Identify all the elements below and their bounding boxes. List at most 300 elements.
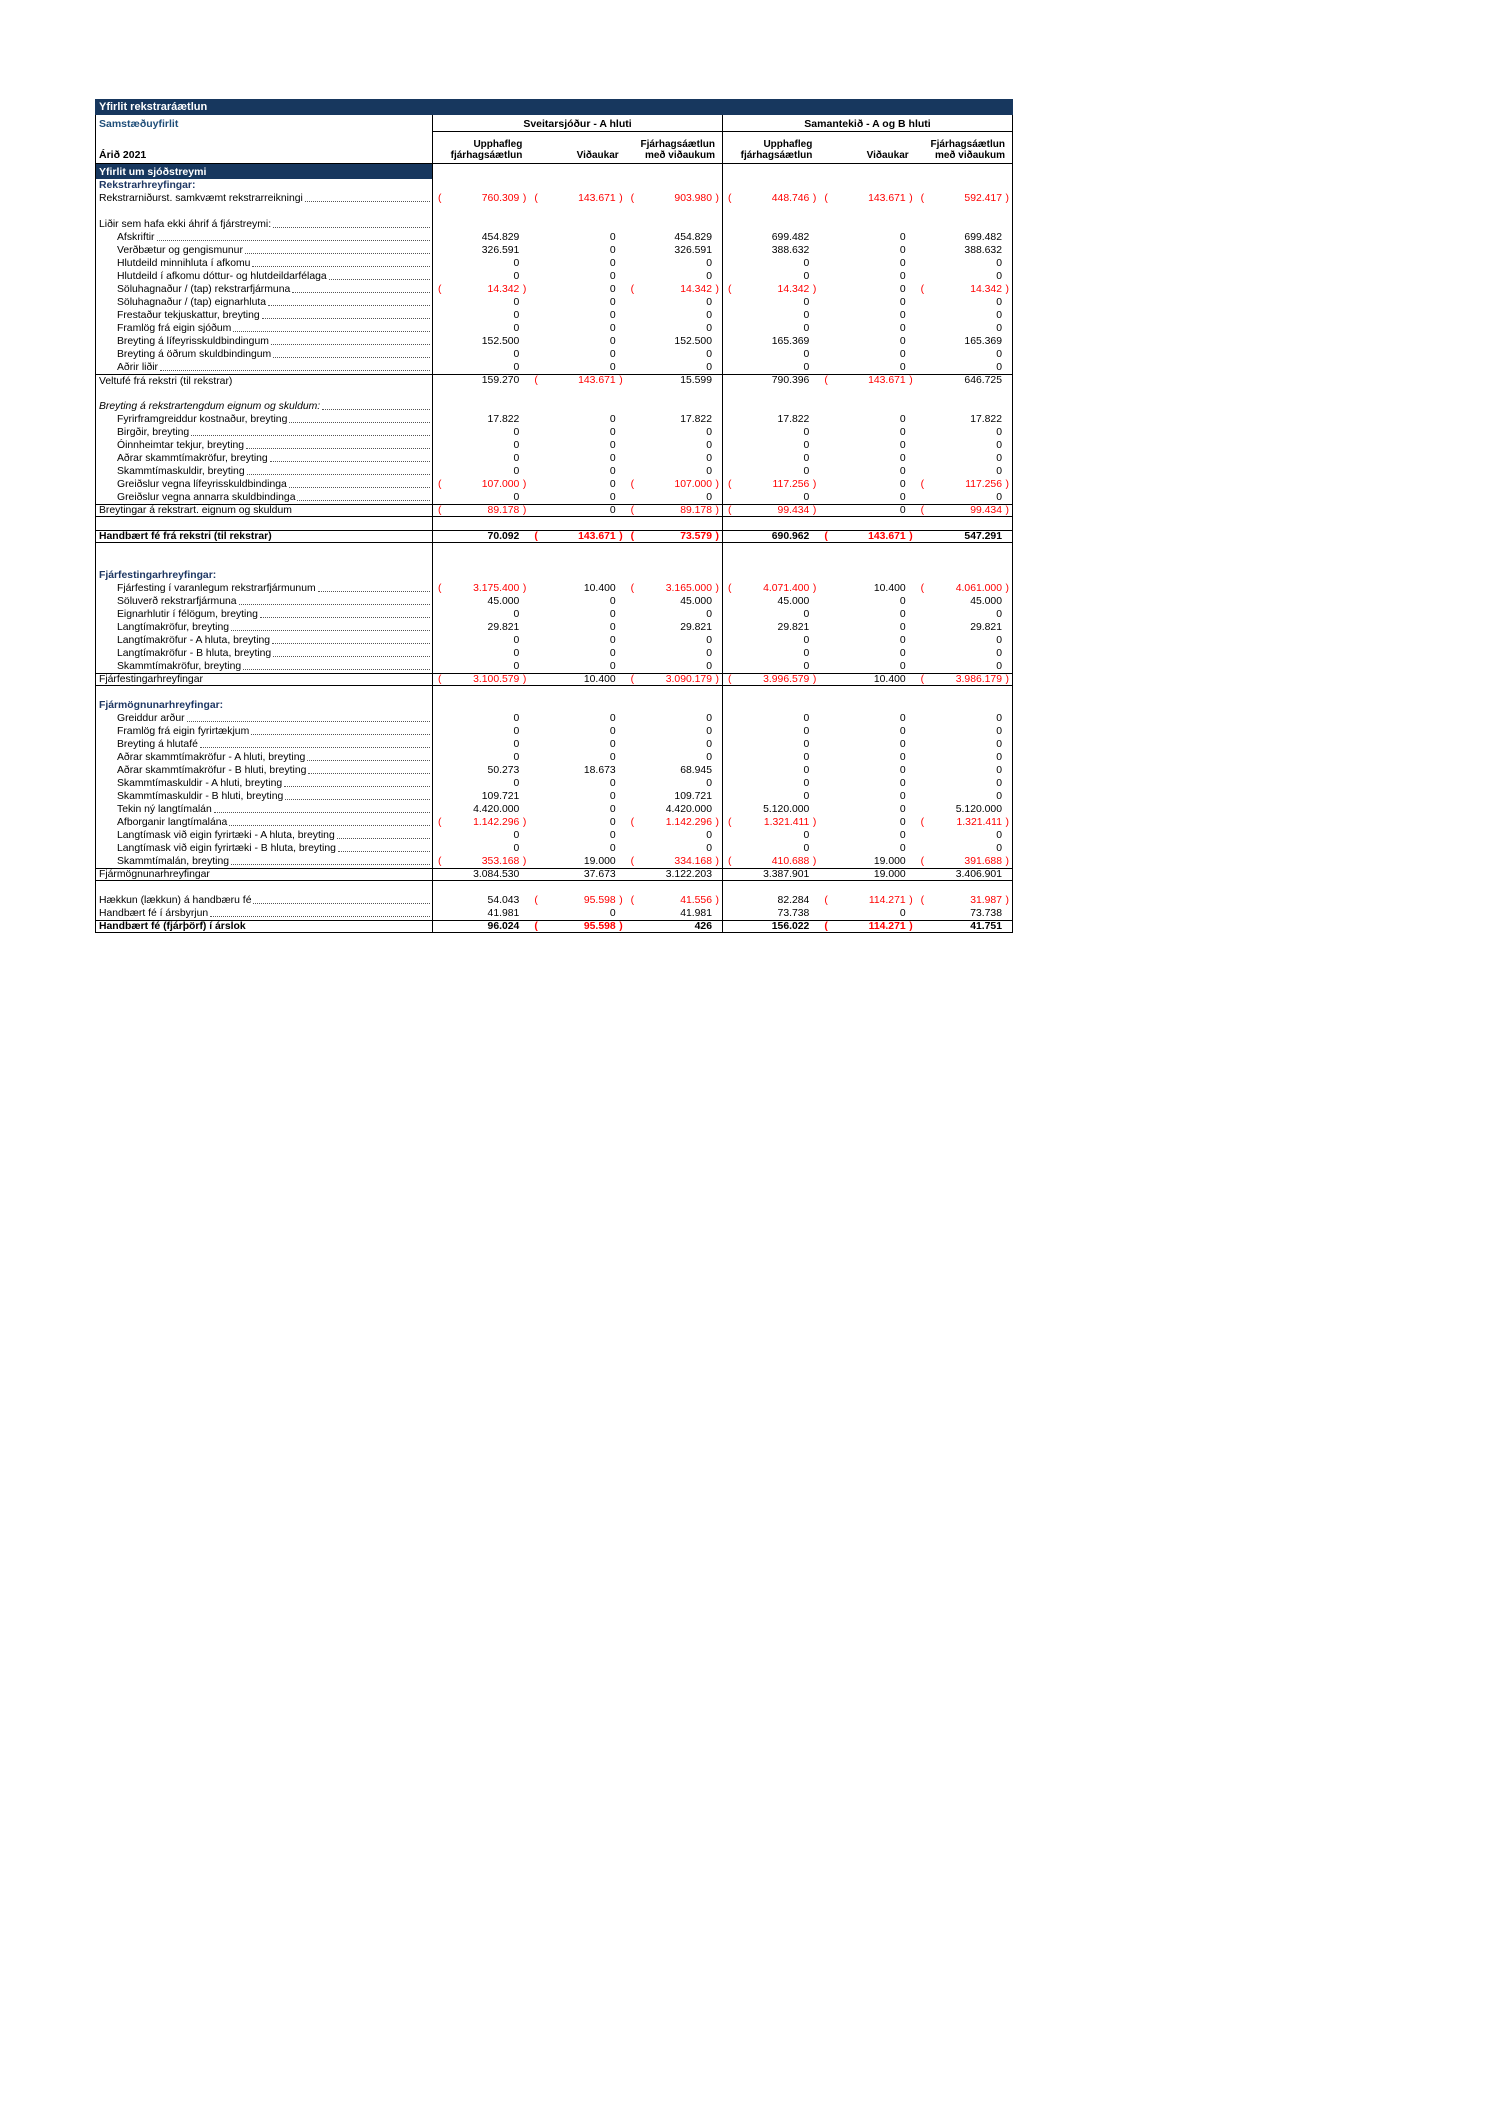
value-cell (433, 907, 529, 920)
row-label-cell (96, 634, 432, 647)
group-ab-values (722, 725, 1012, 738)
group-a-values (432, 270, 722, 283)
row-label: Rekstrarniðurst. samkvæmt rekstrarreikningi (99, 193, 303, 204)
value-number: 0 (899, 647, 906, 659)
value-cell (916, 309, 1012, 322)
open-paren: ( (438, 816, 442, 828)
value-cell (433, 621, 529, 634)
value-number: 0 (899, 621, 906, 633)
group-ab-values (722, 192, 1012, 205)
open-paren: ( (534, 894, 538, 906)
open-paren: ( (630, 673, 635, 685)
value-number: 4.420.000 (665, 803, 712, 815)
value-cell (916, 426, 1012, 439)
leader-dots (337, 838, 430, 839)
table-row (96, 790, 1012, 803)
close-paren: ) (1005, 582, 1009, 594)
open-paren: ( (728, 673, 732, 685)
value-cell (723, 505, 819, 516)
value-number: 0 (996, 426, 1002, 438)
value-number: 17.822 (680, 413, 712, 425)
value-number: 0 (609, 296, 616, 308)
value-cell (626, 257, 722, 270)
value-cell (723, 790, 819, 803)
col-header-line: Fjárhagsáætlun (640, 139, 715, 150)
value-cell (819, 244, 915, 257)
value-number: 0 (899, 842, 906, 854)
value-number: 699.482 (771, 231, 810, 243)
value-cell (723, 452, 819, 465)
group-ab-values (722, 621, 1012, 634)
close-paren: ) (1005, 283, 1009, 295)
value-cell (916, 375, 1012, 387)
table-row (96, 270, 1012, 283)
value-cell (626, 491, 722, 504)
open-paren: ( (920, 582, 925, 594)
value-cell (819, 413, 915, 426)
open-paren: ( (630, 504, 635, 516)
value-number: 388.632 (771, 244, 810, 256)
value-cell (529, 790, 625, 803)
leader-dots (285, 799, 430, 800)
group-a-values (432, 296, 722, 309)
table-row (96, 374, 1012, 387)
value-number: 0 (899, 608, 906, 620)
spacer-row (96, 543, 1012, 556)
leader-dots (289, 487, 430, 488)
row-label-cell (96, 270, 432, 283)
value-number: 19.000 (873, 868, 906, 880)
group-ab-values (722, 712, 1012, 725)
leader-dots (231, 630, 430, 631)
open-paren: ( (824, 920, 828, 932)
value-number: 0 (996, 647, 1002, 659)
value-cell (529, 869, 625, 880)
value-number: 0 (996, 738, 1002, 750)
close-paren: ) (619, 920, 623, 932)
value-cell (916, 738, 1012, 751)
group-ab-values (722, 803, 1012, 816)
group-a-values (432, 777, 722, 790)
row-label: Langtímask við eigin fyrirtæki - A hluta, breyting (117, 830, 335, 841)
year-cell (96, 132, 432, 163)
value-cell (626, 595, 722, 608)
group-a-values (432, 894, 722, 907)
value-number: 0 (706, 439, 712, 451)
row-label: Skammtímaskuldir, breyting (117, 466, 245, 477)
value-number: 0 (513, 270, 520, 282)
value-cell (433, 361, 529, 374)
col-header-amendments (529, 132, 625, 163)
value-cell (916, 505, 1012, 516)
row-label-cell (96, 413, 432, 426)
value-number: 73.738 (970, 907, 1002, 919)
row-label: Langtímakröfur, breyting (117, 622, 230, 633)
group-ab-values (722, 751, 1012, 764)
value-number: 0 (706, 660, 712, 672)
open-paren: ( (728, 192, 732, 204)
value-cell (916, 621, 1012, 634)
value-number: 0 (899, 270, 906, 282)
row-label-cell (96, 621, 432, 634)
value-cell (916, 543, 1012, 556)
value-cell (433, 777, 529, 790)
value-cell (626, 439, 722, 452)
value-number: 82.284 (777, 894, 810, 906)
leader-dots (272, 643, 430, 644)
value-number: 73.579 (680, 530, 712, 542)
value-cell (529, 218, 625, 231)
row-label-cell (96, 816, 432, 829)
close-paren: ) (909, 894, 913, 906)
value-number: 0 (706, 777, 712, 789)
open-paren: ( (534, 530, 538, 542)
value-number: 3.084.530 (473, 868, 520, 880)
value-cell (529, 660, 625, 673)
value-number: 0 (706, 465, 712, 477)
value-cell (723, 647, 819, 660)
table-row (96, 296, 1012, 309)
open-paren: ( (728, 582, 732, 594)
value-cell (433, 725, 529, 738)
value-cell (433, 478, 529, 491)
group-a-values (432, 478, 722, 491)
row-label: Langtímakröfur - B hluta, breyting (117, 648, 272, 659)
value-number: 0 (706, 361, 712, 373)
value-cell (819, 647, 915, 660)
value-cell (626, 816, 722, 829)
value-number: 0 (609, 647, 616, 659)
row-label-cell (96, 595, 432, 608)
value-number: 391.688 (964, 855, 1002, 867)
group-ab-values (722, 582, 1012, 595)
value-number: 0 (803, 608, 810, 620)
table-row (96, 218, 1012, 231)
value-cell (916, 894, 1012, 907)
group-a-values (432, 348, 722, 361)
value-number: 0 (706, 257, 712, 269)
value-cell (529, 907, 625, 920)
value-number: 45.000 (777, 595, 810, 607)
value-cell (819, 634, 915, 647)
row-label-cell (96, 660, 432, 673)
table-row (96, 439, 1012, 452)
value-number: 426 (694, 920, 712, 932)
close-paren: ) (812, 855, 817, 867)
value-cell (433, 686, 529, 699)
row-label-cell (96, 309, 432, 322)
row-label: Fjárfesting í varanlegum rekstrarfjármunum (117, 583, 316, 594)
value-number: 0 (899, 738, 906, 750)
value-number: 0 (899, 829, 906, 841)
spacer-row (96, 881, 1012, 894)
spacer-row (96, 556, 1012, 569)
group-ab-values (722, 257, 1012, 270)
row-label-cell (96, 647, 432, 660)
leader-dots (191, 435, 430, 436)
close-paren: ) (715, 192, 719, 204)
value-number: 0 (899, 439, 906, 451)
group-header-row (96, 115, 1012, 132)
value-cell (723, 569, 819, 582)
value-cell (916, 231, 1012, 244)
group-a-values (432, 582, 722, 595)
group-a-values (432, 387, 722, 400)
value-number: 165.369 (771, 335, 810, 347)
open-paren: ( (438, 504, 442, 516)
leader-dots (273, 357, 430, 358)
group-a-values (432, 309, 722, 322)
group-ab-values (722, 790, 1012, 803)
leader-dots (308, 773, 430, 774)
value-cell (819, 465, 915, 478)
open-paren: ( (728, 504, 732, 516)
value-cell (916, 751, 1012, 764)
value-cell (529, 505, 625, 516)
table-row (96, 179, 1012, 192)
leader-dots (270, 461, 430, 462)
value-number: 0 (609, 907, 616, 919)
value-cell (819, 283, 915, 296)
row-label-cell (96, 777, 432, 790)
row-label: Greiðslur vegna lífeyrisskuldbindinga (117, 479, 287, 490)
value-cell (529, 894, 625, 907)
value-number: 903.980 (674, 192, 712, 204)
close-paren: ) (715, 855, 719, 867)
value-cell (529, 270, 625, 283)
value-cell (916, 439, 1012, 452)
value-cell (916, 790, 1012, 803)
row-label-cell (96, 556, 432, 569)
section-bar (96, 164, 432, 179)
value-number: 454.829 (481, 231, 520, 243)
leader-dots (318, 591, 430, 592)
spacer-row (96, 517, 1012, 530)
open-paren: ( (438, 855, 442, 867)
open-paren: ( (920, 673, 925, 685)
value-number: 0 (609, 621, 616, 633)
table-row (96, 192, 1012, 205)
value-cell (723, 556, 819, 569)
row-label-cell (96, 465, 432, 478)
value-cell (916, 829, 1012, 842)
value-cell (723, 375, 819, 387)
row-label-cell (96, 921, 432, 932)
leader-dots (273, 656, 430, 657)
leader-dots (233, 331, 430, 332)
value-number: 1.321.411 (763, 816, 810, 828)
row-label-cell (96, 725, 432, 738)
value-cell (723, 621, 819, 634)
value-cell (723, 465, 819, 478)
value-cell (529, 842, 625, 855)
value-cell (529, 439, 625, 452)
value-cell (916, 595, 1012, 608)
value-cell (723, 179, 819, 192)
close-paren: ) (812, 673, 817, 685)
value-number: 0 (706, 647, 712, 659)
value-cell (626, 335, 722, 348)
value-cell (433, 855, 529, 868)
value-cell (916, 465, 1012, 478)
value-cell (916, 674, 1012, 685)
value-number: 0 (513, 634, 520, 646)
group-a-values (432, 465, 722, 478)
row-label: Breytingar á rekstrart. eignum og skuldum (99, 505, 292, 516)
table-row (96, 712, 1012, 725)
open-paren: ( (534, 192, 538, 204)
value-number: 334.168 (674, 855, 712, 867)
close-paren: ) (715, 504, 719, 516)
value-cell (433, 452, 529, 465)
col-header-line: Upphafleg (473, 139, 523, 150)
row-label: Aðrar skammtímakröfur - A hluti, breyting (117, 752, 306, 763)
close-paren: ) (522, 283, 527, 295)
value-cell (529, 205, 625, 218)
leader-dots (322, 409, 430, 410)
leader-dots (157, 240, 430, 241)
value-cell (723, 543, 819, 556)
value-number: 14.342 (970, 283, 1002, 295)
open-paren: ( (824, 530, 828, 542)
value-cell (433, 647, 529, 660)
value-number: 0 (513, 491, 520, 503)
value-cell (433, 790, 529, 803)
value-number: 4.061.000 (955, 582, 1002, 594)
value-number: 143.671 (868, 530, 906, 542)
value-cell (723, 803, 819, 816)
value-number: 0 (899, 712, 906, 724)
group-a-values (432, 205, 722, 218)
close-paren: ) (1005, 478, 1009, 490)
value-number: 17.822 (777, 413, 810, 425)
value-number: 0 (513, 426, 520, 438)
value-number: 0 (706, 738, 712, 750)
value-cell (433, 375, 529, 387)
value-cell (626, 894, 722, 907)
value-cell (723, 231, 819, 244)
value-cell (723, 829, 819, 842)
open-paren: ( (920, 816, 925, 828)
table-row (96, 348, 1012, 361)
close-paren: ) (522, 192, 527, 204)
value-number: 45.000 (970, 595, 1002, 607)
value-cell (916, 881, 1012, 894)
value-cell (819, 894, 915, 907)
value-cell (916, 400, 1012, 413)
spacer-row (96, 387, 1012, 400)
value-number: 0 (609, 712, 616, 724)
table-row (96, 634, 1012, 647)
close-paren: ) (909, 920, 913, 932)
value-number: 0 (899, 725, 906, 737)
value-cell (626, 725, 722, 738)
value-number: 152.500 (481, 335, 520, 347)
group-ab-column-headers (722, 132, 1012, 163)
section-bar-spacer (722, 164, 1012, 179)
value-cell (819, 543, 915, 556)
row-label-cell (96, 296, 432, 309)
value-cell (916, 855, 1012, 868)
col-header-line: fjárhagsáætlun (450, 150, 523, 161)
row-label: Liðir sem hafa ekki áhrif á fjárstreymi: (99, 219, 272, 230)
close-paren: ) (812, 504, 817, 516)
row-label: Söluhagnaður / (tap) rekstrarfjármuna (117, 284, 291, 295)
group-ab-values (722, 439, 1012, 452)
row-label-cell (96, 907, 432, 920)
value-number: 0 (996, 452, 1002, 464)
close-paren: ) (1005, 894, 1009, 906)
value-cell (723, 725, 819, 738)
leader-dots (247, 474, 430, 475)
group-ab-values (722, 387, 1012, 400)
value-cell (626, 505, 722, 516)
close-paren: ) (522, 816, 527, 828)
value-cell (819, 881, 915, 894)
value-number: 0 (706, 322, 712, 334)
value-number: 31.987 (970, 894, 1002, 906)
value-cell (916, 725, 1012, 738)
value-number: 388.632 (964, 244, 1002, 256)
value-number: 0 (513, 452, 520, 464)
value-cell (433, 218, 529, 231)
value-cell (723, 751, 819, 764)
table-row (96, 257, 1012, 270)
value-cell (723, 491, 819, 504)
value-cell (819, 478, 915, 491)
row-label-cell (96, 803, 432, 816)
value-number: 0 (899, 751, 906, 763)
report-title-bar (95, 99, 1013, 115)
value-number: 109.721 (674, 790, 712, 802)
value-cell (723, 361, 819, 374)
group-ab-values (722, 205, 1012, 218)
close-paren: ) (619, 375, 623, 386)
row-label-cell (96, 348, 432, 361)
row-label: Söluverð rekstrarfjármuna (117, 596, 237, 607)
value-number: 96.024 (487, 920, 520, 932)
value-cell (529, 478, 625, 491)
value-number: 0 (609, 751, 616, 763)
table-row (96, 413, 1012, 426)
open-paren: ( (630, 855, 635, 867)
value-number: 0 (706, 452, 712, 464)
row-label: Handbært fé frá rekstri (til rekstrar) (99, 531, 272, 542)
row-label-cell (96, 712, 432, 725)
value-number: 3.986.179 (955, 673, 1002, 685)
value-cell (626, 608, 722, 621)
group-a-values (432, 400, 722, 413)
value-cell (819, 686, 915, 699)
value-cell (433, 894, 529, 907)
value-number: 0 (996, 257, 1002, 269)
value-cell (626, 478, 722, 491)
value-cell (916, 270, 1012, 283)
value-cell (723, 699, 819, 712)
value-cell (819, 921, 915, 932)
value-number: 10.400 (873, 582, 906, 594)
value-cell (626, 869, 722, 880)
value-number: 326.591 (481, 244, 520, 256)
value-cell (433, 764, 529, 777)
value-number: 0 (899, 660, 906, 672)
value-cell (529, 231, 625, 244)
group-a-values (432, 803, 722, 816)
value-cell (433, 582, 529, 595)
value-cell (723, 686, 819, 699)
open-paren: ( (824, 894, 828, 906)
value-number: 0 (899, 465, 906, 477)
